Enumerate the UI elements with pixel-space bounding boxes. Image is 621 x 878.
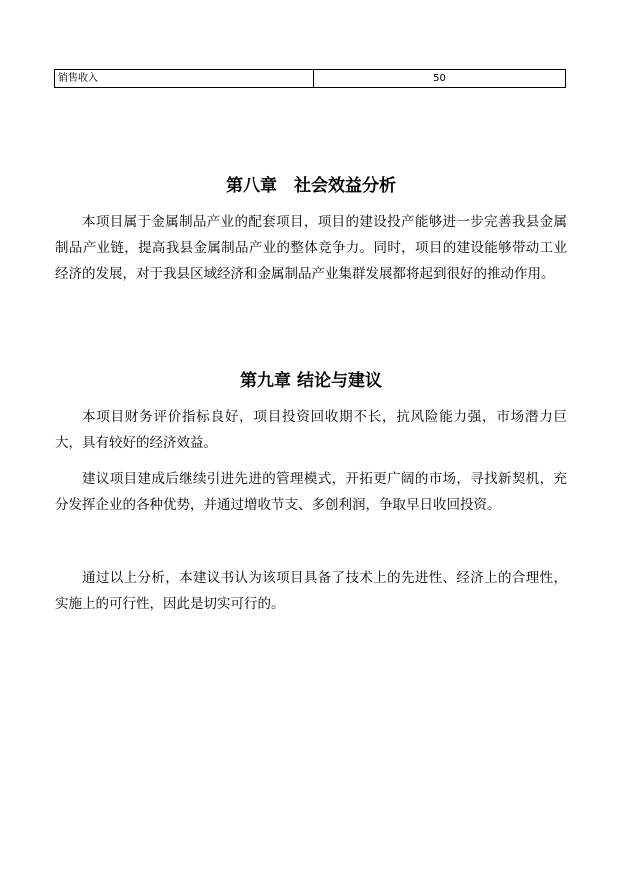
data-table: [54, 69, 566, 88]
chapter-9-paragraph-2: 建议项目建成后继续引进先进的管理模式，开拓更广阔的市场，寻找新契机，充分发挥企业的各种优势，并通过增收节支、多创利润，争取早日收回投资。: [55, 471, 567, 513]
chapter-8-title: 第八章 社会效益分析: [226, 176, 396, 196]
chapter-8-paragraph-1: 本项目属于金属制品产业的配套项目，项目的建设投产能够进一步完善我县金属制品产业链，提高我县金属制品产业的整体竞争力。同时，项目的建设能够带动工业经济的发展，对于我县区域经济和金属制品产业集群发展都将起到很好的推动作用。: [55, 214, 567, 282]
chapter-9-title: 第九章 结论与建议: [240, 371, 382, 391]
table-cell-value: 50: [433, 72, 446, 84]
table-cell-label: 销售收入: [55, 70, 314, 87]
chapter-9-paragraph-3: 通过以上分析，本建议书认为该项目具备了技术上的先进性、经济上的合理性，实施上的可行性，因此是切实可行的。: [55, 570, 567, 612]
chapter-9-paragraph-1: 本项目财务评价指标良好，项目投资回收期不长，抗风险能力强，市场潜力巨大，具有较好的经济效益。: [55, 409, 567, 451]
